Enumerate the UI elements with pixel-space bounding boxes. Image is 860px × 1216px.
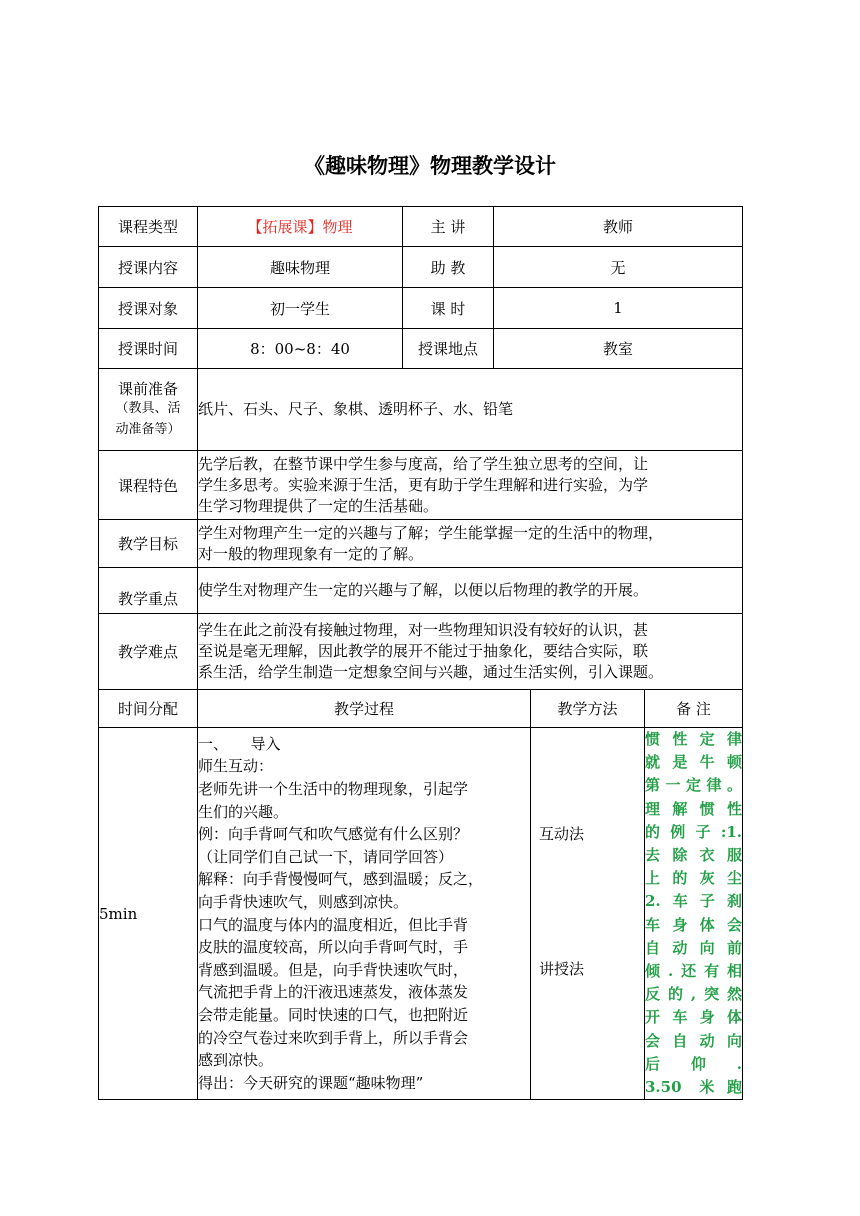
note-line: 反的,突然: [645, 985, 743, 1004]
row-difficulties: [99, 614, 743, 690]
prep-label-cell: [99, 369, 198, 451]
note-line: 3.50 米跑: [645, 1078, 743, 1097]
audience-value: 初一学生: [198, 288, 403, 329]
course-type-label: 课程类型: [99, 207, 198, 247]
note-line: 就是牛顿: [645, 753, 743, 772]
note-line: 惯性定律: [645, 730, 743, 748]
note-line: 自动向前: [645, 938, 743, 957]
process-line: （让同学们自己试一下，请同学回答）: [198, 847, 454, 866]
features-label: 课程特色: [99, 451, 198, 520]
assistant-label: 助 教: [403, 247, 494, 288]
process-text: [198, 728, 531, 1100]
note-line: 倾.还有相: [645, 962, 743, 981]
row-goals: [99, 520, 743, 568]
header-time: 时间分配: [99, 690, 198, 728]
row-process-intro: [99, 728, 743, 1100]
row-process-header: [99, 690, 743, 728]
method-lecture: 讲授法: [539, 960, 585, 978]
process-line: 的冷空气卷过来吹到手背上，所以手背会: [198, 1028, 469, 1047]
time-label: 授课时间: [99, 329, 198, 369]
header-note: 备 注: [645, 690, 743, 728]
time-value: 8：00~8：40: [198, 329, 403, 369]
row-audience: [99, 288, 743, 329]
method-interactive: 互动法: [539, 825, 585, 843]
features-line: 学生多思考。实验来源于生活，更有助于学生理解和进行实验，为学: [198, 475, 649, 494]
row-time: [99, 329, 743, 369]
row-prep: [99, 369, 743, 451]
process-method: [531, 728, 645, 1100]
difficulties-text: [198, 614, 743, 690]
prep-sublabel-1: （教具、活: [115, 401, 181, 417]
goals-line: 对一般的物理现象有一定的了解。: [198, 544, 424, 563]
process-line: 背感到温暖。但是，向手背快速吹气时，: [198, 960, 469, 979]
process-line: 例：向手背呵气和吹气感觉有什么区别？: [198, 825, 469, 844]
course-type-subject: 物理: [322, 218, 353, 236]
lecturer-value: 教师: [494, 207, 743, 247]
process-line: 口气的温度与体内的温度相近，但比手背: [198, 915, 469, 934]
keypoints-line: 使学生对物理产生一定的兴趣与了解，以便以后物理的教学的开展。: [198, 581, 649, 599]
prep-label: 课前准备: [117, 380, 178, 399]
process-line: 感到凉快。: [198, 1051, 274, 1070]
process-line: 向手背快速吹气，则感到凉快。: [198, 893, 409, 912]
note-line: 2.车子刹: [645, 892, 743, 911]
process-line: 老师先讲一个生活中的物理现象，引起学: [198, 780, 469, 799]
process-line: 会带走能量。同时快速的口气，也把附近: [198, 1006, 469, 1024]
process-line: 一、 导入: [198, 734, 281, 753]
note-line: 后仰.: [645, 1054, 743, 1073]
lecturer-label: 主 讲: [403, 207, 494, 247]
process-line: 皮肤的温度较高，所以向手背呵气时，手: [198, 938, 469, 957]
features-text: [198, 451, 743, 520]
process-line: 生们的兴趣。: [198, 802, 289, 821]
note-line: 车身体会: [645, 915, 743, 934]
course-type-tag: 【拓展课】: [247, 218, 323, 236]
keypoints-label: 教学重点: [99, 568, 198, 614]
goals-text: [198, 520, 743, 568]
row-content: [99, 247, 743, 288]
prep-sublabel-2: 动准备等）: [115, 422, 181, 437]
note-line: 第一定律。: [645, 776, 743, 795]
process-line: 气流把手背上的汗液迅速蒸发，液体蒸发: [198, 983, 469, 1002]
goals-line: 学生对物理产生一定的兴趣与了解；学生能掌握一定的生活中的物理，: [198, 523, 664, 542]
process-time: 5min: [99, 728, 198, 1100]
difficulties-line: 学生在此之前没有接触过物理，对一些物理知识没有较好的认识，甚: [198, 621, 649, 639]
note-line: 的例子:1.: [645, 822, 743, 841]
keypoints-text: [198, 568, 743, 614]
header-method: 教学方法: [531, 690, 645, 728]
hours-label: 课 时: [403, 288, 494, 329]
process-line: 解释：向手背慢慢呵气，感到温暖；反之，: [198, 870, 484, 889]
features-line: 生学习物理提供了一定的生活基础。: [198, 496, 439, 515]
lesson-plan-table: [98, 206, 743, 1100]
hours-value: 1: [494, 288, 743, 329]
note-line: 理解惯性: [645, 799, 743, 818]
row-course-type: [99, 207, 743, 247]
assistant-value: 无: [494, 247, 743, 288]
process-note: [645, 728, 743, 1100]
place-value: 教室: [494, 329, 743, 369]
prep-value: 纸片、石头、尺子、象棋、透明杯子、水、铅笔: [198, 369, 743, 451]
header-process: 教学过程: [198, 690, 531, 728]
audience-label: 授课对象: [99, 288, 198, 329]
difficulties-line: 系生活，给学生制造一定想象空间与兴趣，通过生活实例，引入课题。: [198, 663, 664, 681]
difficulties-label: 教学难点: [99, 614, 198, 690]
row-keypoints: [99, 568, 743, 614]
content-label: 授课内容: [99, 247, 198, 288]
features-line: 先学后教，在整节课中学生参与度高，给了学生独立思考的空间，让: [198, 454, 649, 473]
note-line: 上的灰尘: [645, 869, 743, 888]
note-line: 开车身体: [645, 1008, 743, 1027]
content-value: 趣味物理: [198, 247, 403, 288]
difficulties-line: 至说是毫无理解，因此教学的展开不能过于抽象化，要结合实际，联: [198, 642, 649, 660]
note-line: 会自动向: [645, 1031, 743, 1050]
goals-label: 教学目标: [99, 520, 198, 568]
place-label: 授课地点: [403, 329, 494, 369]
course-type-value: [198, 207, 403, 247]
process-line: 师生互动：: [198, 757, 274, 776]
row-features: [99, 451, 743, 520]
note-line: 去除衣服: [645, 846, 743, 865]
process-line: 得出：今天研究的课题“趣味物理”: [198, 1073, 424, 1092]
document-title: 《趣味物理》物理教学设计: [304, 154, 556, 178]
